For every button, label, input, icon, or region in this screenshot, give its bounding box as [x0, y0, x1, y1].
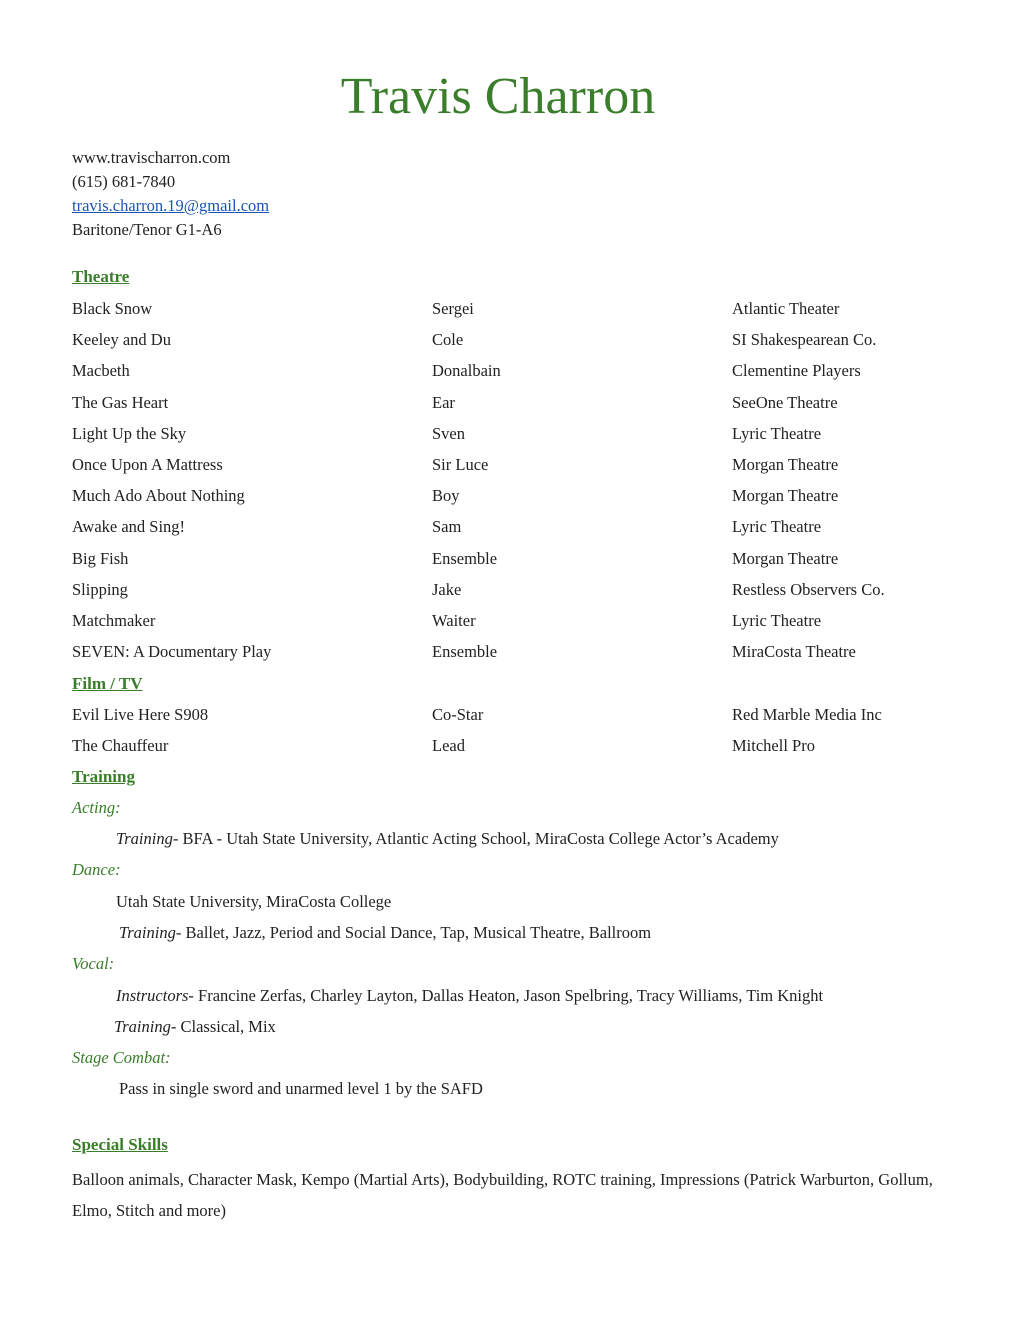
voice-range-text: Baritone/Tenor G1-A6 — [72, 220, 222, 239]
credit-title: Light Up the Sky — [72, 423, 187, 443]
credit-row — [72, 387, 972, 418]
credit-venue: Morgan Theatre — [732, 548, 839, 568]
credit-role: Cole — [432, 330, 464, 350]
credit-role: Ensemble — [432, 642, 498, 662]
credit-venue: SI Shakespearean Co. — [732, 330, 877, 350]
credit-venue: Clementine Players — [732, 361, 861, 381]
credit-venue: Lyric Theatre — [732, 423, 822, 443]
credit-role: Ear — [432, 392, 455, 412]
dance-training-label: Training- — [119, 923, 182, 942]
credit-venue: Lyric Theatre — [732, 517, 822, 537]
credit-title: Big Fish — [72, 548, 129, 568]
credit-venue: MiraCosta Theatre — [732, 642, 856, 662]
credit-title: Much Ado About Nothing — [72, 486, 245, 506]
credit-row — [72, 418, 972, 449]
credit-row — [72, 730, 972, 761]
email-link[interactable]: travis.charron.19@gmail.com — [72, 196, 270, 215]
credit-title: Macbeth — [72, 361, 130, 381]
vocal-instructors — [116, 984, 823, 1008]
credit-role: Sam — [432, 517, 462, 537]
credit-venue: Atlantic Theater — [732, 299, 840, 318]
credit-title: Black Snow — [72, 299, 153, 318]
credit-venue: Mitchell Pro — [732, 736, 815, 756]
credit-role: Lead — [432, 736, 465, 756]
website-text: www.travischarron.com — [72, 148, 231, 167]
credit-row — [72, 449, 972, 480]
theatre-heading: Theatre — [72, 267, 130, 286]
credit-role: Sergei — [432, 299, 474, 318]
credit-venue: Morgan Theatre — [732, 454, 839, 474]
credit-row — [72, 699, 972, 730]
resume-name: Travis Charron — [340, 68, 656, 125]
credit-title: The Gas Heart — [72, 392, 169, 412]
credit-role: Boy — [432, 486, 460, 506]
credit-role: Sir Luce — [432, 454, 489, 474]
credit-venue: Lyric Theatre — [732, 610, 822, 630]
vocal-instructors-label: Instructors- — [116, 986, 194, 1005]
training-heading: Training — [72, 767, 135, 786]
acting-training-text: BFA - Utah State University, Atlantic Acting School, MiraCosta College Actor’s Academy — [178, 829, 779, 848]
credit-title: Matchmaker — [72, 610, 156, 630]
credit-row — [72, 543, 972, 574]
credit-row — [72, 605, 972, 636]
credit-title: Awake and Sing! — [72, 517, 186, 537]
acting-training-label: Training- — [116, 829, 179, 848]
contact-block — [72, 146, 269, 242]
credit-role: Donalbain — [432, 361, 501, 381]
acting-training — [116, 827, 779, 851]
credit-row — [72, 480, 972, 511]
credit-title: SEVEN: A Documentary Play — [72, 642, 272, 662]
special-skills-text: Balloon animals, Character Mask, Kempo (Martial Arts), Bodybuilding, ROTC training, Impressions (Patrick Warburton, Gollum, Elmo, Stitch and more) — [72, 1170, 933, 1221]
phone-text: (615) 681-7840 — [72, 172, 176, 191]
credit-venue: Morgan Theatre — [732, 486, 839, 506]
dance-training-text: Ballet, Jazz, Period and Social Dance, Tap, Musical Theatre, Ballroom — [181, 923, 652, 942]
credit-venue: Red Marble Media Inc — [732, 705, 882, 724]
stage-combat-text: Pass in single sword and unarmed level 1 by the SAFD — [119, 1079, 483, 1098]
credit-venue: SeeOne Theatre — [732, 392, 838, 412]
credit-title: The Chauffeur — [72, 736, 169, 756]
credit-title: Evil Live Here S908 — [72, 705, 209, 724]
stage-combat-subhead: Stage Combat: — [72, 1048, 171, 1067]
credit-row — [72, 636, 972, 667]
credit-role: Co-Star — [432, 705, 484, 724]
credit-title: Slipping — [72, 579, 128, 599]
dance-schools: Utah State University, MiraCosta College — [116, 892, 392, 911]
credit-role: Ensemble — [432, 548, 498, 568]
vocal-training-label: Training- — [114, 1017, 177, 1036]
credit-row — [72, 511, 972, 542]
credit-title: Keeley and Du — [72, 330, 171, 350]
film-tv-heading: Film / TV — [72, 674, 143, 693]
theatre-credits — [72, 293, 972, 667]
credit-venue: Restless Observers Co. — [732, 579, 885, 599]
vocal-training-text: Classical, Mix — [176, 1017, 276, 1036]
credit-row — [72, 324, 972, 355]
credit-row — [72, 293, 972, 324]
special-skills-heading: Special Skills — [72, 1135, 168, 1154]
credit-title: Once Upon A Mattress — [72, 454, 223, 474]
dance-subhead: Dance: — [72, 860, 121, 879]
credit-role: Jake — [432, 579, 462, 599]
credit-row — [72, 574, 972, 605]
credit-role: Waiter — [432, 610, 476, 630]
credit-role: Sven — [432, 423, 465, 443]
credit-row — [72, 355, 972, 386]
acting-subhead: Acting: — [72, 798, 121, 817]
vocal-subhead: Vocal: — [72, 954, 115, 973]
film-tv-credits — [72, 699, 972, 761]
dance-training — [119, 921, 651, 945]
vocal-instructors-text: Francine Zerfas, Charley Layton, Dallas Heaton, Jason Spelbring, Tracy Williams, Tim Knight — [193, 986, 824, 1005]
vocal-training — [114, 1015, 276, 1039]
